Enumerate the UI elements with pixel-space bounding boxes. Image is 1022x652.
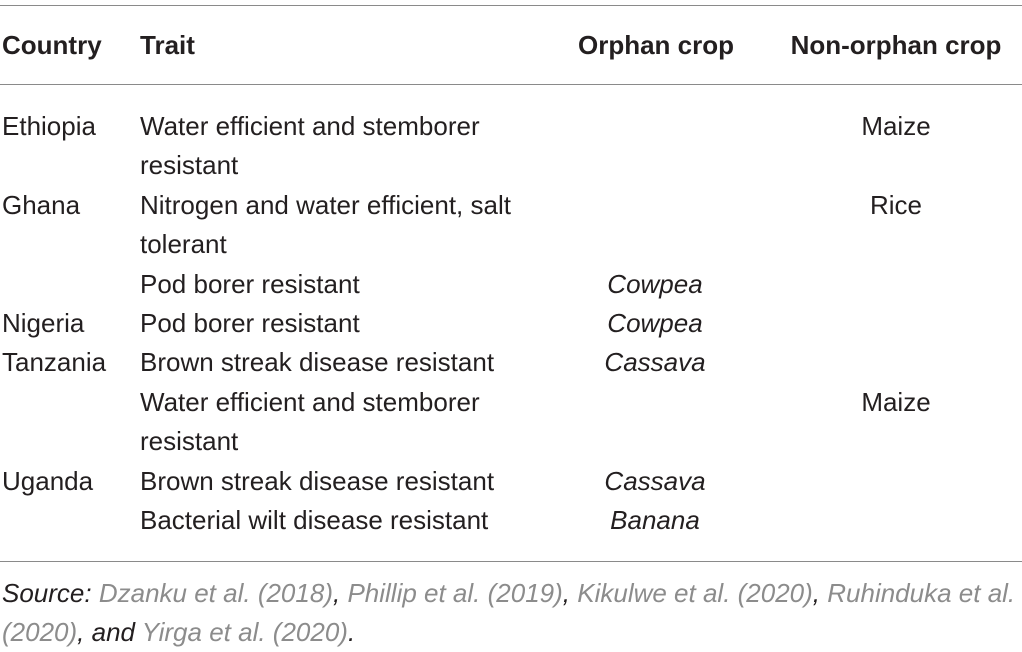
- header-trait: Trait: [140, 30, 195, 60]
- table-source-note: [2, 574, 1017, 652]
- source-ref-link[interactable]: Yirga et al. (2020): [141, 617, 348, 647]
- cell-orphan-crop: Cowpea: [607, 308, 703, 338]
- cell-orphan-crop: Cassava: [604, 466, 706, 496]
- source-ref-link[interactable]: Ruhinduka et al. (2020): [2, 578, 1016, 647]
- cell-non-orphan-crop: Maize: [861, 387, 931, 417]
- header-country: Country: [2, 30, 102, 60]
- cell-non-orphan-crop: Maize: [861, 111, 931, 141]
- cell-country: Nigeria: [2, 308, 85, 338]
- source-separator: ,: [812, 578, 828, 608]
- cell-non-orphan-crop: Rice: [869, 190, 922, 220]
- source-ref-link[interactable]: Kikulwe et al. (2020): [577, 578, 813, 608]
- cell-country: Ghana: [2, 190, 81, 220]
- source-separator: ,: [562, 578, 578, 608]
- source-ref-link[interactable]: Dzanku et al. (2018): [98, 578, 333, 608]
- source-label: Source:: [2, 578, 92, 608]
- header-rule: [0, 84, 1022, 85]
- table-bottom-rule: [0, 561, 1022, 562]
- cell-country: Ethiopia: [2, 111, 96, 141]
- source-end: .: [347, 617, 356, 647]
- header-non-orphan-crop: Non-orphan crop: [790, 30, 1002, 60]
- cell-orphan-crop: Cassava: [604, 347, 706, 377]
- cell-trait: Water efficient and stemborer resistant: [140, 387, 480, 456]
- cell-trait: Brown streak disease resistant: [140, 347, 495, 377]
- table-top-rule: [0, 5, 1022, 6]
- cell-orphan-crop: Cowpea: [607, 269, 703, 299]
- cell-country: Tanzania: [2, 347, 107, 377]
- cell-orphan-crop: Banana: [610, 505, 700, 535]
- cell-trait: Bacterial wilt disease resistant: [140, 505, 489, 535]
- source-ref-link[interactable]: Phillip et al. (2019): [347, 578, 563, 608]
- cell-trait: Pod borer resistant: [140, 308, 360, 338]
- cell-trait: Pod borer resistant: [140, 269, 360, 299]
- cell-country: Uganda: [2, 466, 94, 496]
- cell-trait: Nitrogen and water efficient, salt tolerant: [140, 190, 511, 259]
- source-separator: ,: [332, 578, 348, 608]
- source-and: , and: [77, 617, 142, 647]
- cell-trait: Water efficient and stemborer resistant: [140, 111, 480, 180]
- header-orphan-crop: Orphan crop: [577, 30, 734, 60]
- cell-trait: Brown streak disease resistant: [140, 466, 495, 496]
